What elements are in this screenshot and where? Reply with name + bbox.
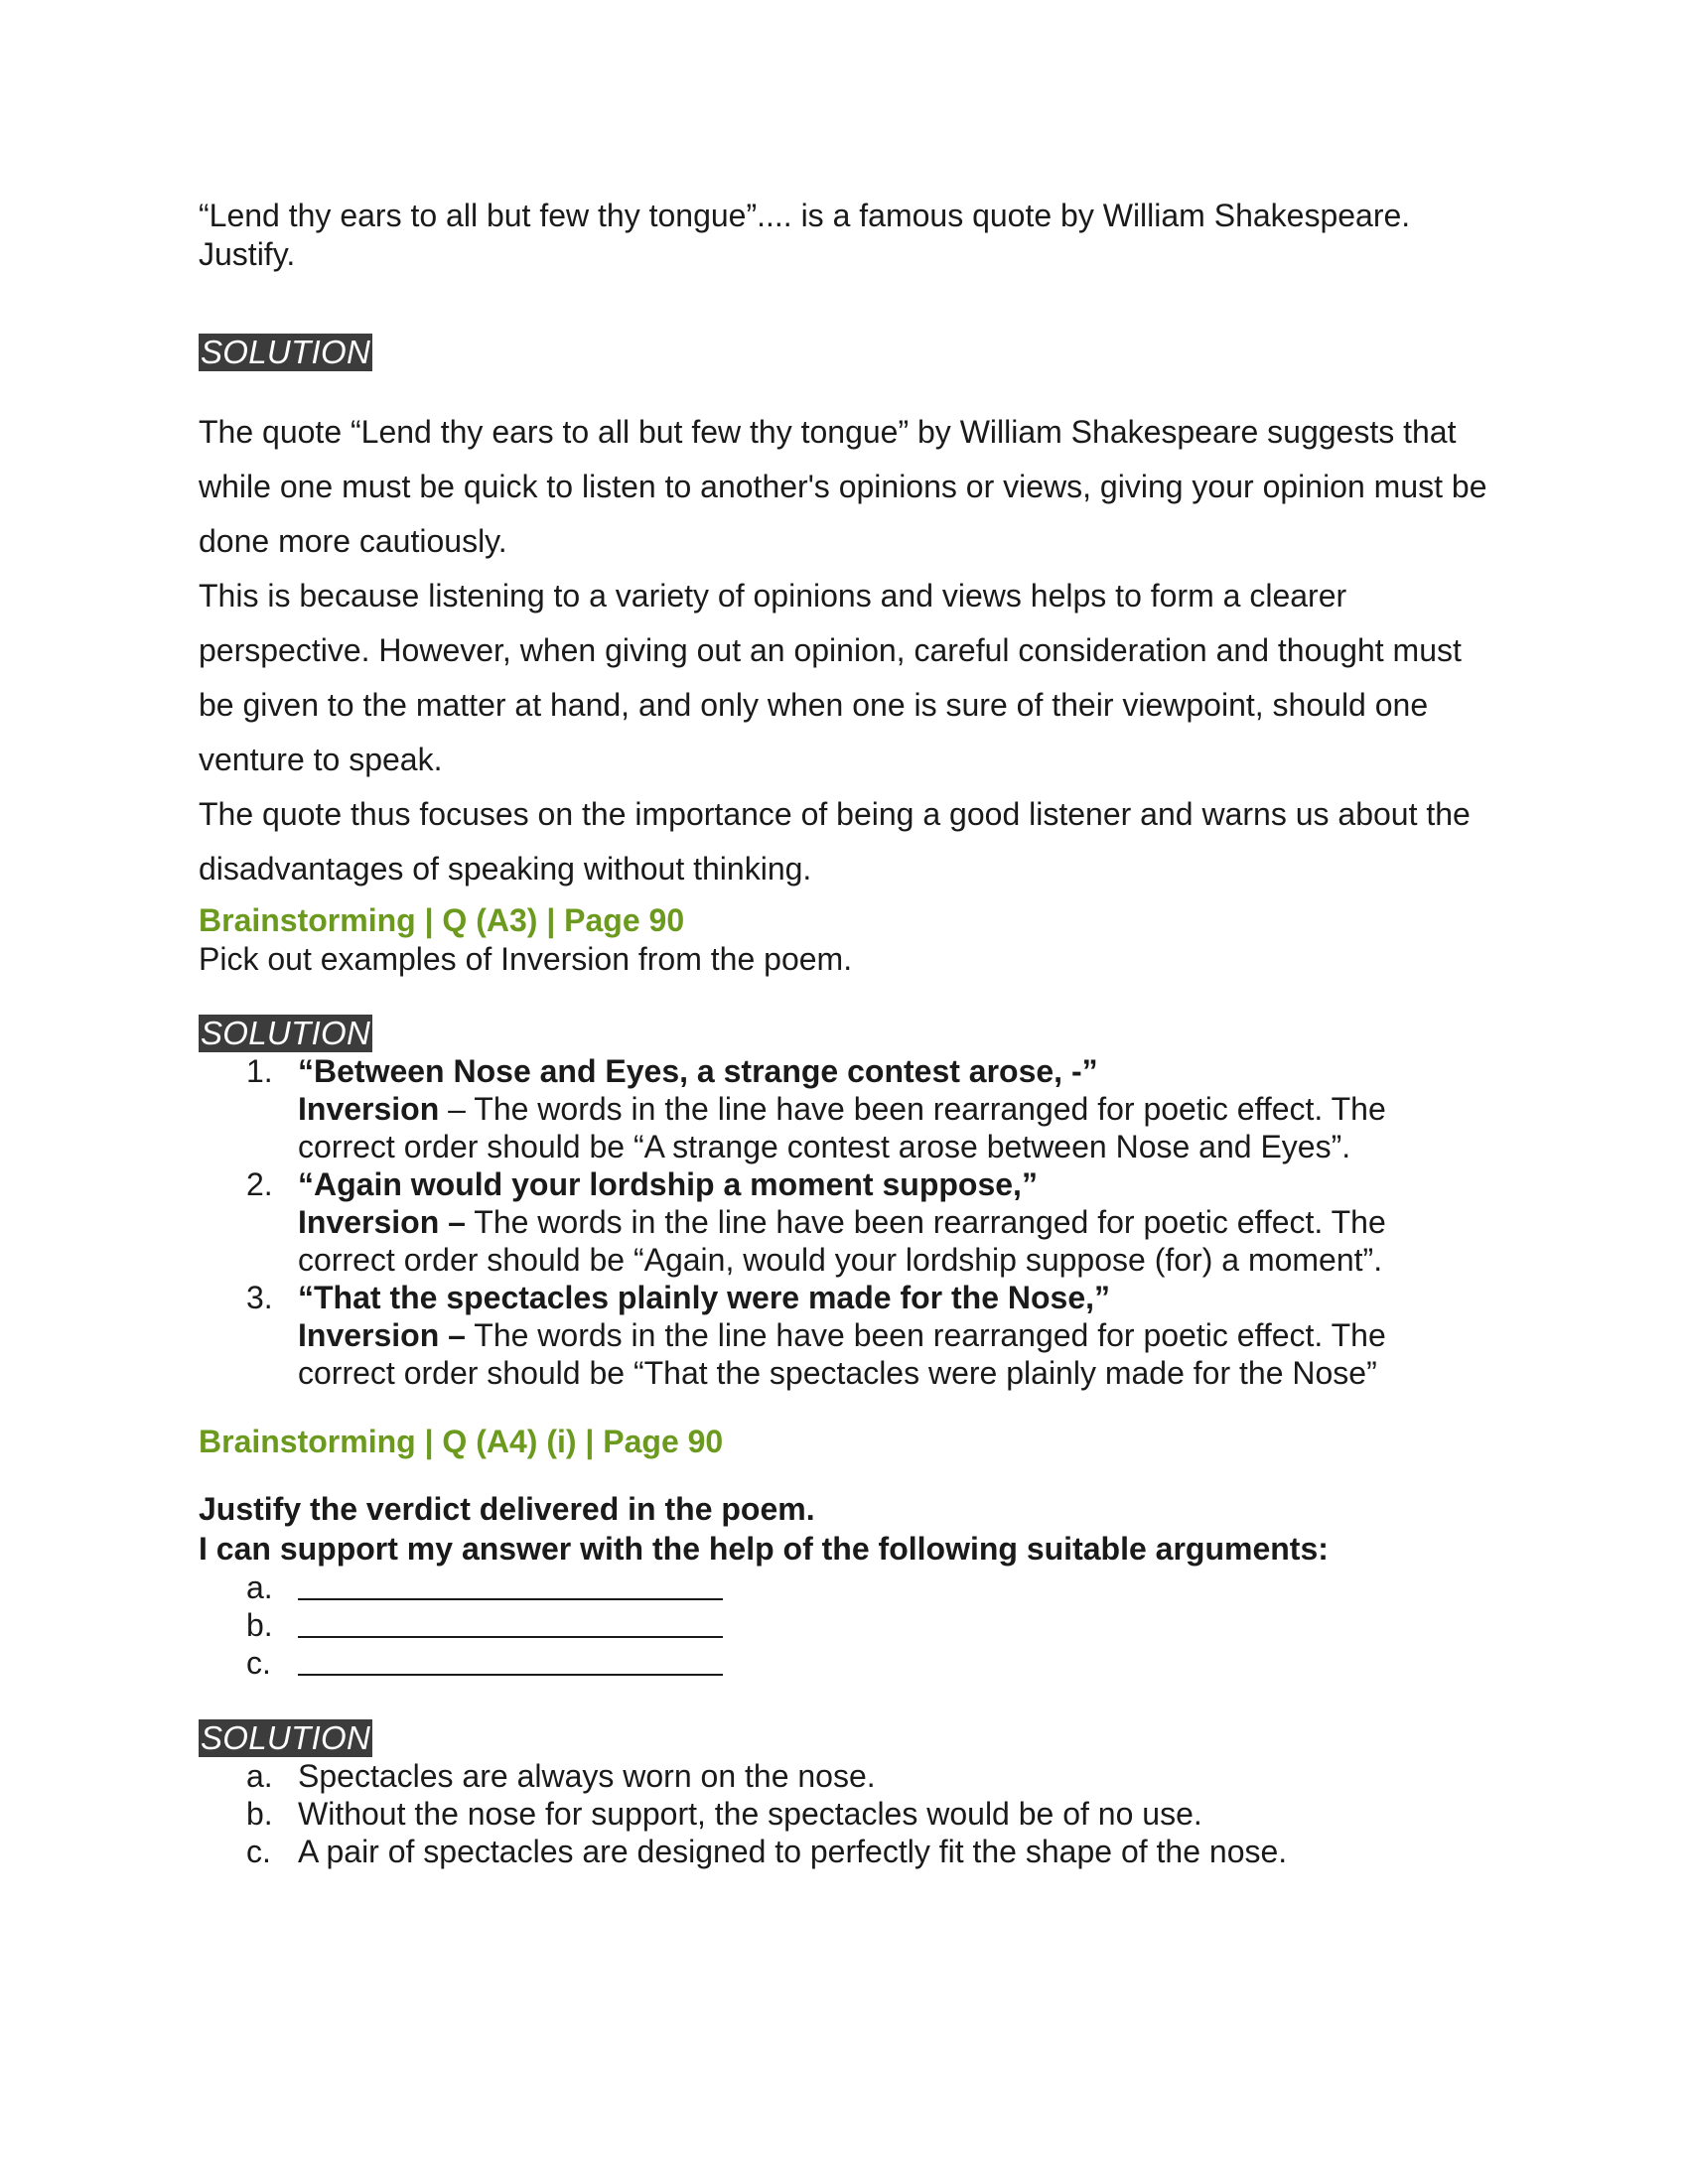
poem-line: “Between Nose and Eyes, a strange contest arose, -” [298, 1053, 1098, 1089]
inversion-list [199, 1052, 1489, 1392]
section-heading-a3: Brainstorming | Q (A3) | Page 90 [199, 902, 685, 938]
section-heading-a4: Brainstorming | Q (A4) (i) | Page 90 [199, 1424, 724, 1459]
blank-row [199, 1606, 1489, 1644]
list-item [199, 1833, 1489, 1870]
inversion-explanation [298, 1090, 1489, 1165]
list-marker: b. [246, 1796, 273, 1832]
inversion-term: Inversion [298, 1091, 440, 1127]
list-item [199, 1165, 1489, 1279]
explanation-text: The words in the line have been rearranged for poetic effect. The correct order should be “Again, would your lordship suppose (for) a moment”. [298, 1204, 1386, 1278]
list-marker: a. [246, 1758, 273, 1794]
answer-blank [298, 1644, 723, 1676]
inversion-term: Inversion – [298, 1317, 466, 1353]
solution-badge: SOLUTION [201, 334, 371, 370]
answer-1 [199, 405, 1489, 896]
argument-text: Spectacles are always worn on the nose. [298, 1758, 876, 1794]
question-1 [199, 197, 1489, 274]
list-marker: c. [246, 1645, 271, 1681]
argument-text: A pair of spectacles are designed to perfectly fit the shape of the nose. [298, 1834, 1288, 1869]
question-a4-line-1: Justify the verdict delivered in the poem. [199, 1491, 815, 1527]
list-marker: 3. [246, 1280, 273, 1315]
list-marker: 2. [246, 1166, 273, 1202]
question-a3: Pick out examples of Inversion from the poem. [199, 941, 853, 977]
explanation-text: – The words in the line have been rearranged for poetic effect. The correct order should be “A strange contest arose between Nose and Eyes”. [298, 1091, 1386, 1164]
list-item [199, 1052, 1489, 1165]
solution-badge: SOLUTION [201, 1719, 371, 1756]
list-item [199, 1279, 1489, 1392]
list-item [199, 1795, 1489, 1833]
list-marker: a. [246, 1570, 273, 1605]
blank-row [199, 1644, 1489, 1682]
explanation-text: The words in the line have been rearranged for poetic effect. The correct order should be “That the spectacles were plainly made for the Nose” [298, 1317, 1386, 1391]
solution-badge-1-wrap [199, 334, 1489, 371]
poem-line: “Again would your lordship a moment suppose,” [298, 1166, 1038, 1202]
inversion-term: Inversion – [298, 1204, 466, 1240]
question-1-line-2: Justify. [199, 236, 296, 272]
solution-badge-3-wrap [199, 1719, 1489, 1757]
poem-line: “That the spectacles plainly were made for the Nose,” [298, 1280, 1111, 1315]
question-1-line-1: “Lend thy ears to all but few thy tongue”.... is a famous quote by William Shakespeare. [199, 198, 1411, 233]
argument-text: Without the nose for support, the spectacles would be of no use. [298, 1796, 1202, 1832]
answer-1-paragraph: The quote thus focuses on the importance of being a good listener and warns us about the disadvantages of speaking without thinking. [199, 796, 1471, 887]
question-a4-line-2: I can support my answer with the help of the following suitable arguments: [199, 1531, 1329, 1567]
argument-list [199, 1757, 1489, 1870]
inversion-explanation [298, 1203, 1489, 1279]
list-marker: c. [246, 1834, 271, 1869]
solution-badge-2-wrap [199, 1015, 1489, 1052]
blank-list [199, 1569, 1489, 1682]
list-marker: 1. [246, 1053, 273, 1089]
answer-blank [298, 1569, 723, 1600]
answer-blank [298, 1606, 723, 1638]
list-marker: b. [246, 1607, 273, 1643]
blank-row [199, 1569, 1489, 1606]
answer-1-paragraph: The quote “Lend thy ears to all but few thy tongue” by William Shakespeare suggests that while one must be quick to listen to another's opinions or views, giving your opinion must be done more cautiously. [199, 414, 1487, 559]
document-page [199, 197, 1489, 1870]
answer-1-paragraph: This is because listening to a variety of opinions and views helps to form a clearer perspective. However, when giving out an opinion, careful consideration and thought must be given to the matter at hand, and only when one is sure of their viewpoint, should one venture to speak. [199, 578, 1462, 777]
solution-badge: SOLUTION [201, 1015, 371, 1051]
list-item [199, 1757, 1489, 1795]
inversion-explanation [298, 1316, 1489, 1392]
